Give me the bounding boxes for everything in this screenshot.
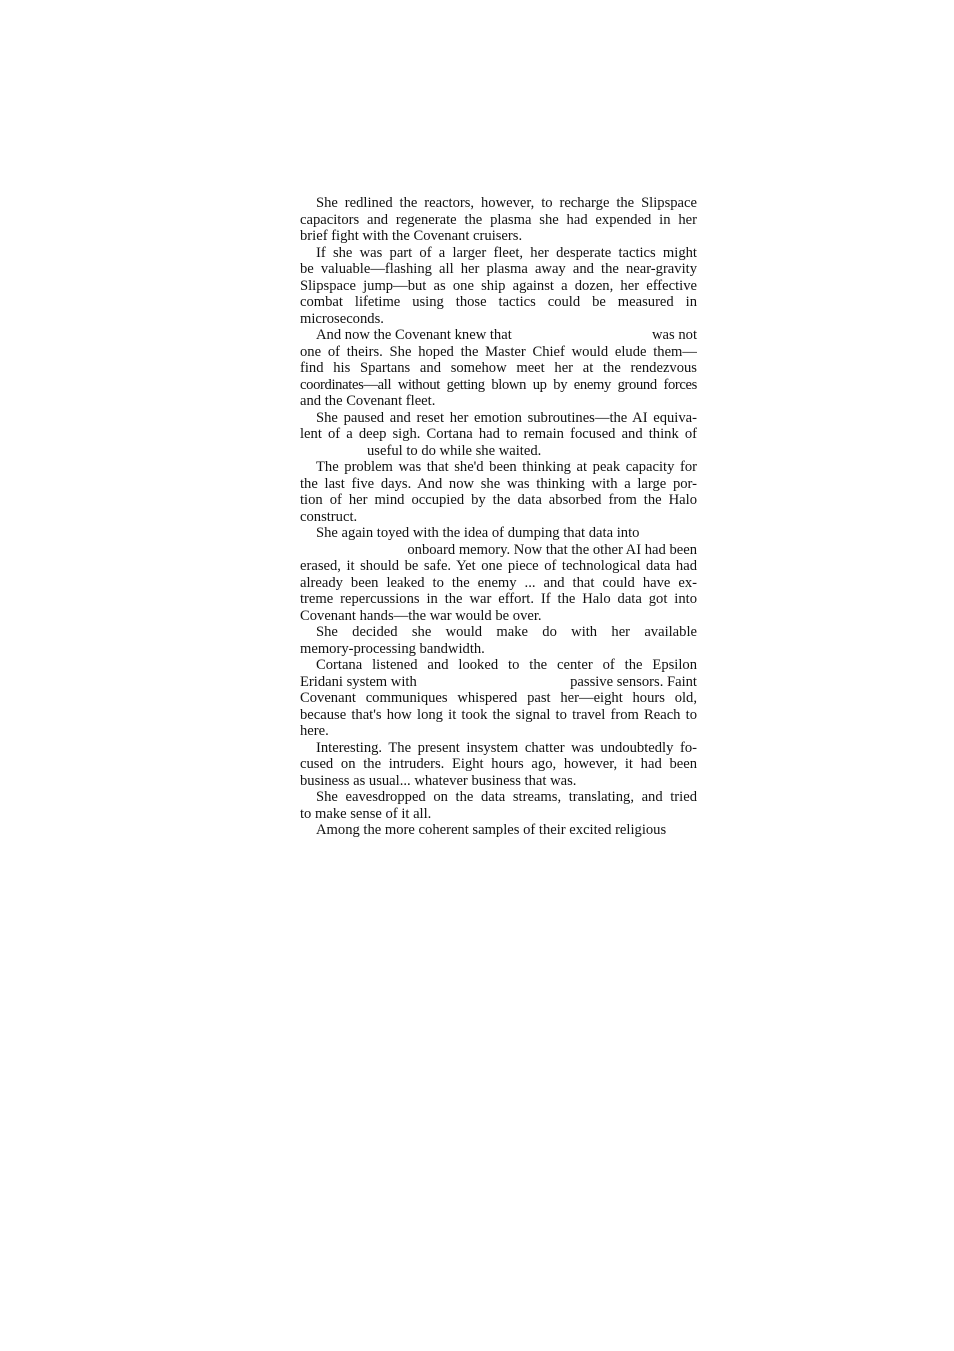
text-line: treme repercussions in the war effort. If the Halo data got into — [300, 591, 697, 607]
text-line: Slipspace jump—but as one ship against a dozen, her effective — [300, 277, 697, 294]
text-line: here. — [300, 723, 329, 739]
text-line: erased, it should be safe. Yet one piece of technological data had — [300, 558, 697, 574]
text-fragment: passive sensors. Faint — [570, 673, 697, 690]
text-line: tion of her mind occupied by the data absorbed from the Halo — [300, 492, 697, 508]
text-line: brief fight with the Covenant cruisers. — [300, 228, 523, 244]
text-line: cused on the intruders. Eight hours ago, however, it had been — [300, 756, 697, 772]
text-fragment: Eridani system with — [300, 673, 417, 690]
text-line: business as usual... whatever business that was. — [300, 772, 577, 789]
text-line — [300, 327, 697, 344]
text-line: Interesting. The present insystem chatter was undoubtedly fo- — [316, 739, 697, 756]
text-line: Covenant communiques whispered past her—eight hours old, — [300, 690, 697, 706]
text-line: Covenant hands—the war would be over. — [300, 607, 542, 624]
text-line: already been leaked to the enemy ... and that could have ex- — [300, 574, 697, 591]
text-line: She eavesdropped on the data streams, translating, and tried — [316, 789, 697, 805]
page-text — [300, 195, 697, 839]
text-line: find his Spartans and somehow meet her at the rendezvous — [300, 360, 697, 376]
text-line: lent of a deep sigh. Cortana had to remain focused and think of — [300, 426, 697, 442]
text-line: construct. — [300, 508, 358, 525]
text-line: memory-processing bandwidth. — [300, 640, 485, 657]
text-line: Among the more coherent samples of their excited religious — [316, 822, 667, 838]
text-line: The problem was that she'd been thinking at peak capacity for — [316, 459, 697, 475]
text-line: to make sense of it all. — [300, 805, 432, 822]
text-line — [300, 542, 697, 559]
text-line: be valuable—flashing all her plasma away and the near-gravity — [300, 261, 697, 277]
text-fragment: And now the Covenant knew that — [316, 327, 512, 343]
text-line: She paused and reset her emotion subroutines—the AI equiva- — [316, 409, 697, 426]
text-line: Cortana listened and looked to the center of the Epsilon — [316, 657, 697, 673]
text-line: capacitors and regenerate the plasma she had expended in her — [300, 211, 697, 228]
text-fragment: was not — [652, 327, 697, 343]
text-line — [300, 443, 697, 460]
text-fragment: onboard memory. Now that the other AI had been — [407, 541, 697, 558]
text-line: If she was part of a larger fleet, her desperate tactics might — [316, 244, 697, 261]
text-line: microseconds. — [300, 310, 384, 327]
text-line: one of theirs. She hoped the Master Chief would elude them— — [300, 343, 697, 360]
text-line: because that's how long it took the signal to travel from Reach to — [300, 706, 697, 723]
text-line: the last five days. And now she was thinking with a large por- — [300, 475, 697, 492]
text-line: She redlined the reactors, however, to recharge the Slipspace — [316, 195, 697, 211]
text-line — [300, 674, 697, 691]
text-line: She again toyed with the idea of dumping that data into — [316, 525, 640, 541]
text-line: coordinates—all without getting blown up by enemy ground forces — [300, 376, 697, 393]
text-fragment: useful to do while she waited. — [367, 442, 542, 459]
text-line: and the Covenant fleet. — [300, 393, 436, 409]
text-line: combat lifetime using those tactics could be measured in — [300, 294, 697, 310]
text-line: She decided she would make do with her available — [316, 624, 697, 640]
